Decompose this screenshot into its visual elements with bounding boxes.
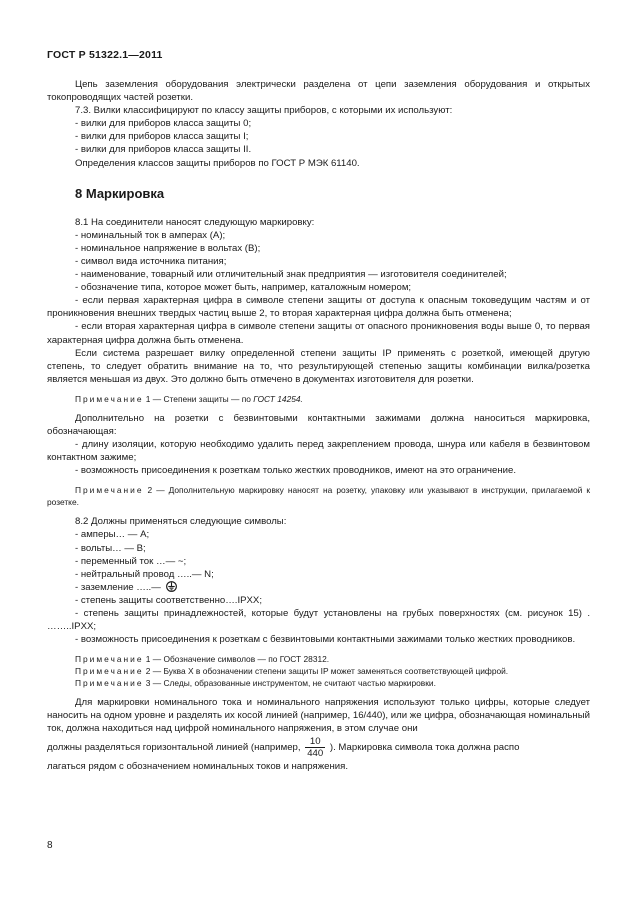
paragraph-definitions: Определения классов защиты приборов по ГОСТ Р МЭК 61140. bbox=[75, 157, 360, 169]
list-item: - номинальный ток в амперах (А); bbox=[75, 229, 226, 241]
note-1: Примечание 1 — Степени защиты — по ГОСТ 14254. bbox=[75, 393, 303, 404]
note-label: Примечание bbox=[75, 654, 144, 665]
standard-header: ГОСТ Р 51322.1—2011 bbox=[47, 49, 163, 61]
section-heading: 8 Маркировка bbox=[75, 185, 165, 201]
note-tool-marks: Примечание 3 — Следы, образованные инструментом, не считают частью маркировки. bbox=[75, 678, 436, 689]
note-symbols: Примечание 1 — Обозначение символов — по ГОСТ 28312. bbox=[75, 654, 330, 665]
note-label: Примечание bbox=[75, 393, 144, 404]
list-item-ground: - заземление …..— bbox=[47, 581, 590, 594]
list-item: - степень защиты принадлежностей, которые будут установлены на грубых поверхностях (см. рисунок 15) . ……..IPXX; bbox=[47, 608, 590, 633]
note-ip-letter: Примечание 2 — Буква Х в обозначении степени защиты IP может заменяться соответствующей цифрой. bbox=[75, 666, 509, 677]
list-item: - вольты… — В; bbox=[75, 542, 146, 554]
paragraph-additional-marking: Дополнительно на розетки с безвинтовыми контактными зажимами должна наноситься маркировка, обозначающая: bbox=[47, 412, 590, 437]
note-label: Примечание bbox=[75, 678, 144, 689]
paragraph-8-2: 8.2 Должны применяться следующие символы: bbox=[75, 516, 287, 528]
list-item: - вилки для приборов класса защиты 0; bbox=[75, 118, 252, 130]
fraction-numerator: 10 bbox=[305, 736, 325, 748]
standard-reference: ГОСТ 14254. bbox=[253, 393, 303, 404]
paragraph-7-3: 7.3. Вилки классифицируют по классу защиты приборов, с которыми их используют: bbox=[75, 105, 453, 117]
list-item: - вилки для приборов класса защиты I; bbox=[75, 131, 249, 143]
paragraph-ground-circuit: Цепь заземления оборудования электрически разделена от цепи заземления оборудования и открытых токопроводящих частей розетки. bbox=[47, 79, 590, 104]
fraction-denominator: 440 bbox=[307, 747, 324, 759]
list-item: - возможность присоединения к розеткам только жестких проводников, имеют на это ограничение. bbox=[75, 465, 517, 477]
document-body bbox=[47, 78, 590, 773]
list-item: - нейтральный провод …..— N; bbox=[75, 568, 214, 580]
paragraph-8-1: 8.1 На соединители наносят следующую маркировку: bbox=[75, 216, 315, 228]
list-item: - переменный ток …— ~; bbox=[75, 555, 187, 567]
paragraph-rating-marking: Для маркировки номинального тока и номинального напряжения используют только цифры, которые следует наносить на одном уровне и разделять их косой линией (например, 16/440), или же цифра, обозначающая номинальный ток, должна находиться над цифрой номинального напряжения, в этом случае они bbox=[47, 697, 590, 735]
list-item: - обозначение типа, которое может быть, например, каталожным номером; bbox=[75, 282, 412, 294]
list-item: - если первая характерная цифра в символе степени защиты от доступа к опасным токоведущим частям и от проникновения внешних твердых частиц выше 2, то вторая характерная цифра должна быть отменена; bbox=[47, 295, 590, 320]
paragraph-ip-combination: Если система разрешает вилку определенной степени защиты IP применять с розеткой, имеющей другую степень, то следует обратить внимание на то, что результирующей степенью защиты комбинации вилка/розетка является меньшая из двух. Это должно быть отмечено в документах изготовителя для розетки. bbox=[47, 347, 590, 385]
list-item: - возможность присоединения к розеткам с безвинтовыми контактными зажимами только жестких проводников. bbox=[75, 634, 576, 646]
note-label: Примечание bbox=[75, 666, 144, 677]
paragraph-current-symbol: лагаться рядом с обозначением номинальных токов и напряжения. bbox=[47, 760, 348, 772]
list-item: - вилки для приборов класса защиты II. bbox=[75, 144, 252, 156]
list-item: - степень защиты соответственно….IPXX; bbox=[75, 594, 262, 606]
note-label: Примечание bbox=[75, 485, 144, 496]
fraction-example bbox=[305, 736, 325, 759]
list-item: - длину изоляции, которую необходимо удалить перед закреплением провода, шнура или кабеля в безвинтовом контактном зажиме; bbox=[47, 439, 590, 464]
list-item: - номинальное напряжение в вольтах (В); bbox=[75, 242, 261, 254]
ground-symbol-icon bbox=[166, 581, 177, 592]
list-item: - амперы… — А; bbox=[75, 529, 150, 541]
page-number: 8 bbox=[47, 840, 53, 851]
paragraph-fraction-line: должны разделяться горизонтальной линией (например, $\frac{10}{440}$ ). Маркировка символа тока должна распо bbox=[47, 735, 520, 759]
list-item: - наименование, товарный или отличительный знак предприятия — изготовителя соединителей; bbox=[75, 269, 507, 281]
list-item: - если вторая характерная цифра в символе степени защиты от опасного проникновения воды выше 0, то первая характерная цифра должна быть отменена. bbox=[47, 321, 590, 346]
list-item: - символ вида источника питания; bbox=[75, 255, 227, 267]
note-2: Примечание 2 — Дополнительную маркировку наносят на розетку, упаковку или указывают в инструкции, прилагаемой к розетке. bbox=[47, 485, 590, 508]
